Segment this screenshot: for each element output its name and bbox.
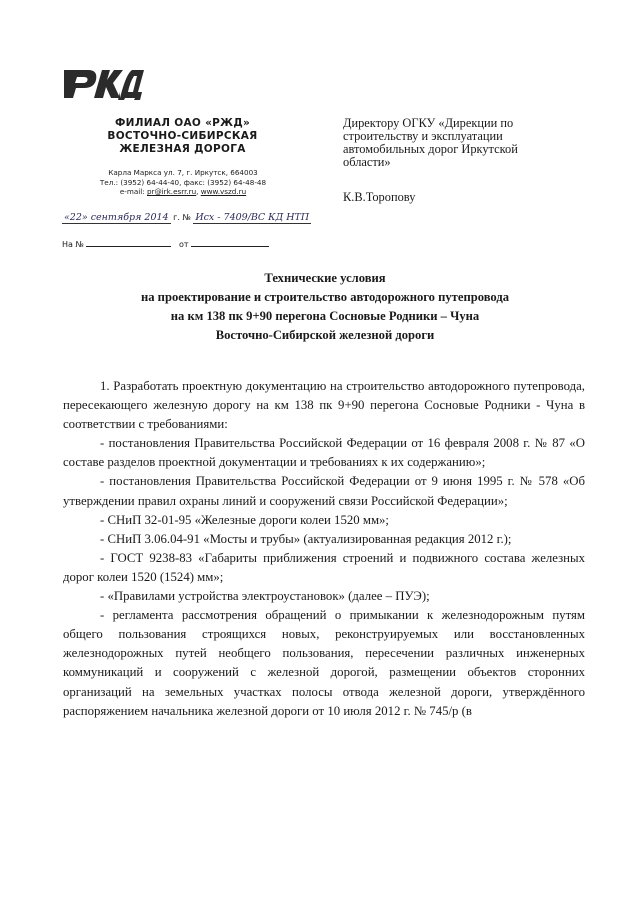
address-line: Карла Маркса ул. 7, г. Иркутск, 664003 [108, 168, 258, 177]
date-suffix: г. № [170, 213, 191, 222]
organization-name [80, 117, 285, 156]
document-title [70, 269, 580, 345]
title-line: на км 138 пк 9+90 перегона Сосновые Родники – Чуна [170, 309, 480, 323]
reference-line [62, 238, 269, 249]
organization-address [78, 168, 288, 197]
ref-number-label: На № [62, 240, 84, 249]
addressee-block [343, 117, 593, 204]
handwritten-date: «22» сентября 2014 [64, 212, 169, 223]
rzd-logo [58, 62, 148, 102]
title-line: Технические условия [264, 271, 386, 285]
ref-from-label: от [178, 240, 189, 249]
phone-line: Тел.: (3952) 64-44-40, факс: (3952) 64-48-48 [99, 177, 267, 187]
paragraph: - ГОСТ 9238-83 «Габариты приближения строений и подвижного состава железных дорог колеи 1520 (1524) мм»; [63, 550, 585, 584]
email-label: e-mail: [119, 187, 147, 197]
outgoing-date-line [62, 212, 332, 223]
org-line: ФИЛИАЛ ОАО «РЖД» [114, 117, 251, 129]
addressee-line: Директору ОГКУ «Дирекции по [343, 116, 514, 130]
paragraph: - постановления Правительства Российской Федерации от 16 февраля 2008 г. № 87 «О составе разделов проектной документации и требованиях к их содержанию»; [63, 436, 585, 470]
org-line: ВОСТОЧНО-СИБИРСКАЯ [107, 130, 258, 142]
document-body [63, 377, 585, 721]
email-link[interactable]: pr@irk.esrr.ru [146, 187, 197, 197]
website-link[interactable]: www.vszd.ru [200, 187, 247, 197]
paragraph: - СНиП 32-01-95 «Железные дороги колеи 1520 мм»; [100, 512, 389, 527]
ref-date-blank [191, 238, 269, 247]
addressee-line: автомобильных дорог Иркутской [343, 142, 518, 156]
paragraph: - постановления Правительства Российской Федерации от 9 июня 1995 г. № 578 «Об утверждении правил охраны линий и сооружений связи Российской Федерации»; [63, 474, 585, 508]
separator: , [196, 187, 201, 197]
addressee-line: строительству и эксплуатации [343, 129, 503, 143]
paragraph: 1. Разработать проектную документацию на строительство автодорожного путепровода, пересекающего железную дорогу на км 138 пк 9+90 перегона Сосновые Родники - Чуна в соответствии с требованиями: [63, 379, 585, 432]
contacts-line [78, 187, 288, 197]
paragraph: - регламента рассмотрения обращений о примыкании к железнодорожным путям общего пользования строящихся новых, реконструируемых или восстановленных железнодорожных путей необщего пользования, пересечении различных инженерных коммуникаций и сооружений с железной дорогой, размещении объектов сторонних организаций на земельных участках полосы отвода железной дороги, утверждённого распоряжением начальника железной дороги от 10 июля 2012 г. № 745/р (в [63, 608, 585, 718]
title-line: Восточно-Сибирской железной дороги [215, 328, 435, 342]
addressee-line: области» [343, 155, 391, 169]
title-line: на проектирование и строительство автодорожного путепровода [140, 290, 510, 304]
outgoing-number: Исх - 7409/ВС КД НТП [195, 212, 310, 223]
addressee-name: К.В.Торопову [343, 190, 416, 204]
org-line: ЖЕЛЕЗНАЯ ДОРОГА [119, 143, 246, 155]
ref-number-blank [86, 238, 171, 247]
paragraph: - СНиП 3.06.04-91 «Мосты и трубы» (актуализированная редакция 2012 г.); [100, 531, 512, 546]
paragraph: - «Правилами устройства электроустановок» (далее – ПУЭ); [100, 589, 430, 604]
